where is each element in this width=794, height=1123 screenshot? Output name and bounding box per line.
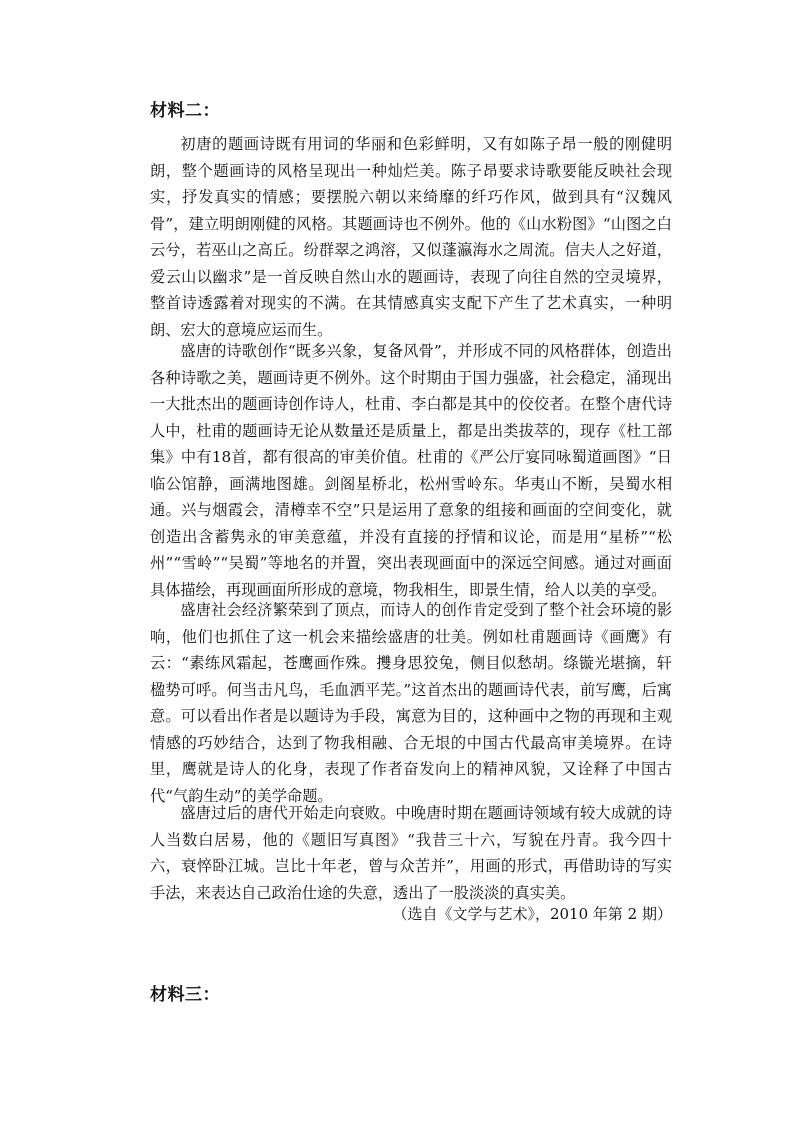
paragraph-late-tang: 盛唐过后的唐代开始走向衰败。中晚唐时期在题画诗领域有较大成就的诗人当数白居易，他的《题旧写真图》“我昔三十六，写貌在丹青。我今四十六，衰悴卧江城。岂比十年老，曾与众苦并”，用画的形式，再借助诗的写实手法，来表达自己政治仕途的失意，透出了一股淡淡的真实美。 xyxy=(150,804,672,902)
material-three-heading: 材料三： xyxy=(150,985,220,1005)
paragraph-early-tang: 初唐的题画诗既有用词的华丽和色彩鲜明，又有如陈子昂一般的刚健明朗，整个题画诗的风格呈现出一种灿烂美。陈子昂要求诗歌要能反映社会现实，抒发真实的情感；要摆脱六朝以来绮靡的纤巧作风，做到具有“汉魏风骨”，建立明朗刚健的风格。其题画诗也不例外。他的《山水粉图》“山图之白云兮，若巫山之高丘。纷群翠之鸿溶，又似蓬瀛海水之周流。信夫人之好道，爱云山以幽求”是一首反映自然山水的题画诗，表现了向往自然的空灵境界，整首诗透露着对现实的不满。在其情感真实支配下产生了艺术真实，一种明朗、宏大的意境应运而生。 xyxy=(150,135,672,339)
paragraph-high-tang-society: 盛唐社会经济繁荣到了顶点，而诗人的创作肯定受到了整个社会环境的影响，他们也抓住了这一机会来描绘盛唐的壮美。例如杜甫题画诗《画鹰》有云：“素练风霜起，苍鹰画作殊。㩳身思狡兔，侧目似愁胡。绦镟光堪摘，轩楹势可呼。何当击凡鸟，毛血洒平芜。”这首杰出的题画诗代表，前写鹰，后寓意。可以看出作者是以题诗为手段，寓意为目的，这种画中之物的再现和主观情感的巧妙结合，达到了物我相融、合无垠的中国古代最高审美境界。在诗里，鹰就是诗人的化身，表现了作者奋发向上的精神风貌，又诠释了中国古代“气韵生动”的美学命题。 xyxy=(150,601,672,805)
material-two-heading: 材料二： xyxy=(150,101,220,121)
source-citation: （选自《文学与艺术》，2010 年第 2 期） xyxy=(392,905,672,923)
paragraph-high-tang-poetry: 盛唐的诗歌创作“既多兴象，复备风骨”，并形成不同的风格群体，创造出各种诗歌之美，题画诗更不例外。这个时期由于国力强盛，社会稳定，涌现出一大批杰出的题画诗创作诗人，杜甫、李白都是其中的佼佼者。在整个唐代诗人中，杜甫的题画诗无论从数量还是质量上，都是出类拔萃的，现存《杜工部集》中有18首，都有很高的审美价值。杜甫的《严公厅宴同咏蜀道画图》“日临公馆静，画满地图雄。剑阁星桥北，松州雪岭东。华夷山不断，吴蜀水相通。兴与烟霞会，清樽幸不空”只是运用了意象的组接和画面的空间变化，就创造出含蓄隽永的审美意蕴，并没有直接的抒情和议论，而是用“星桥”“松州”“雪岭”“吴蜀”等地名的并置，突出表现画面中的深远空间感。通过对画面具体描绘，再现画面所形成的意境，物我相生，即景生情，给人以美的享受。 xyxy=(150,342,672,599)
